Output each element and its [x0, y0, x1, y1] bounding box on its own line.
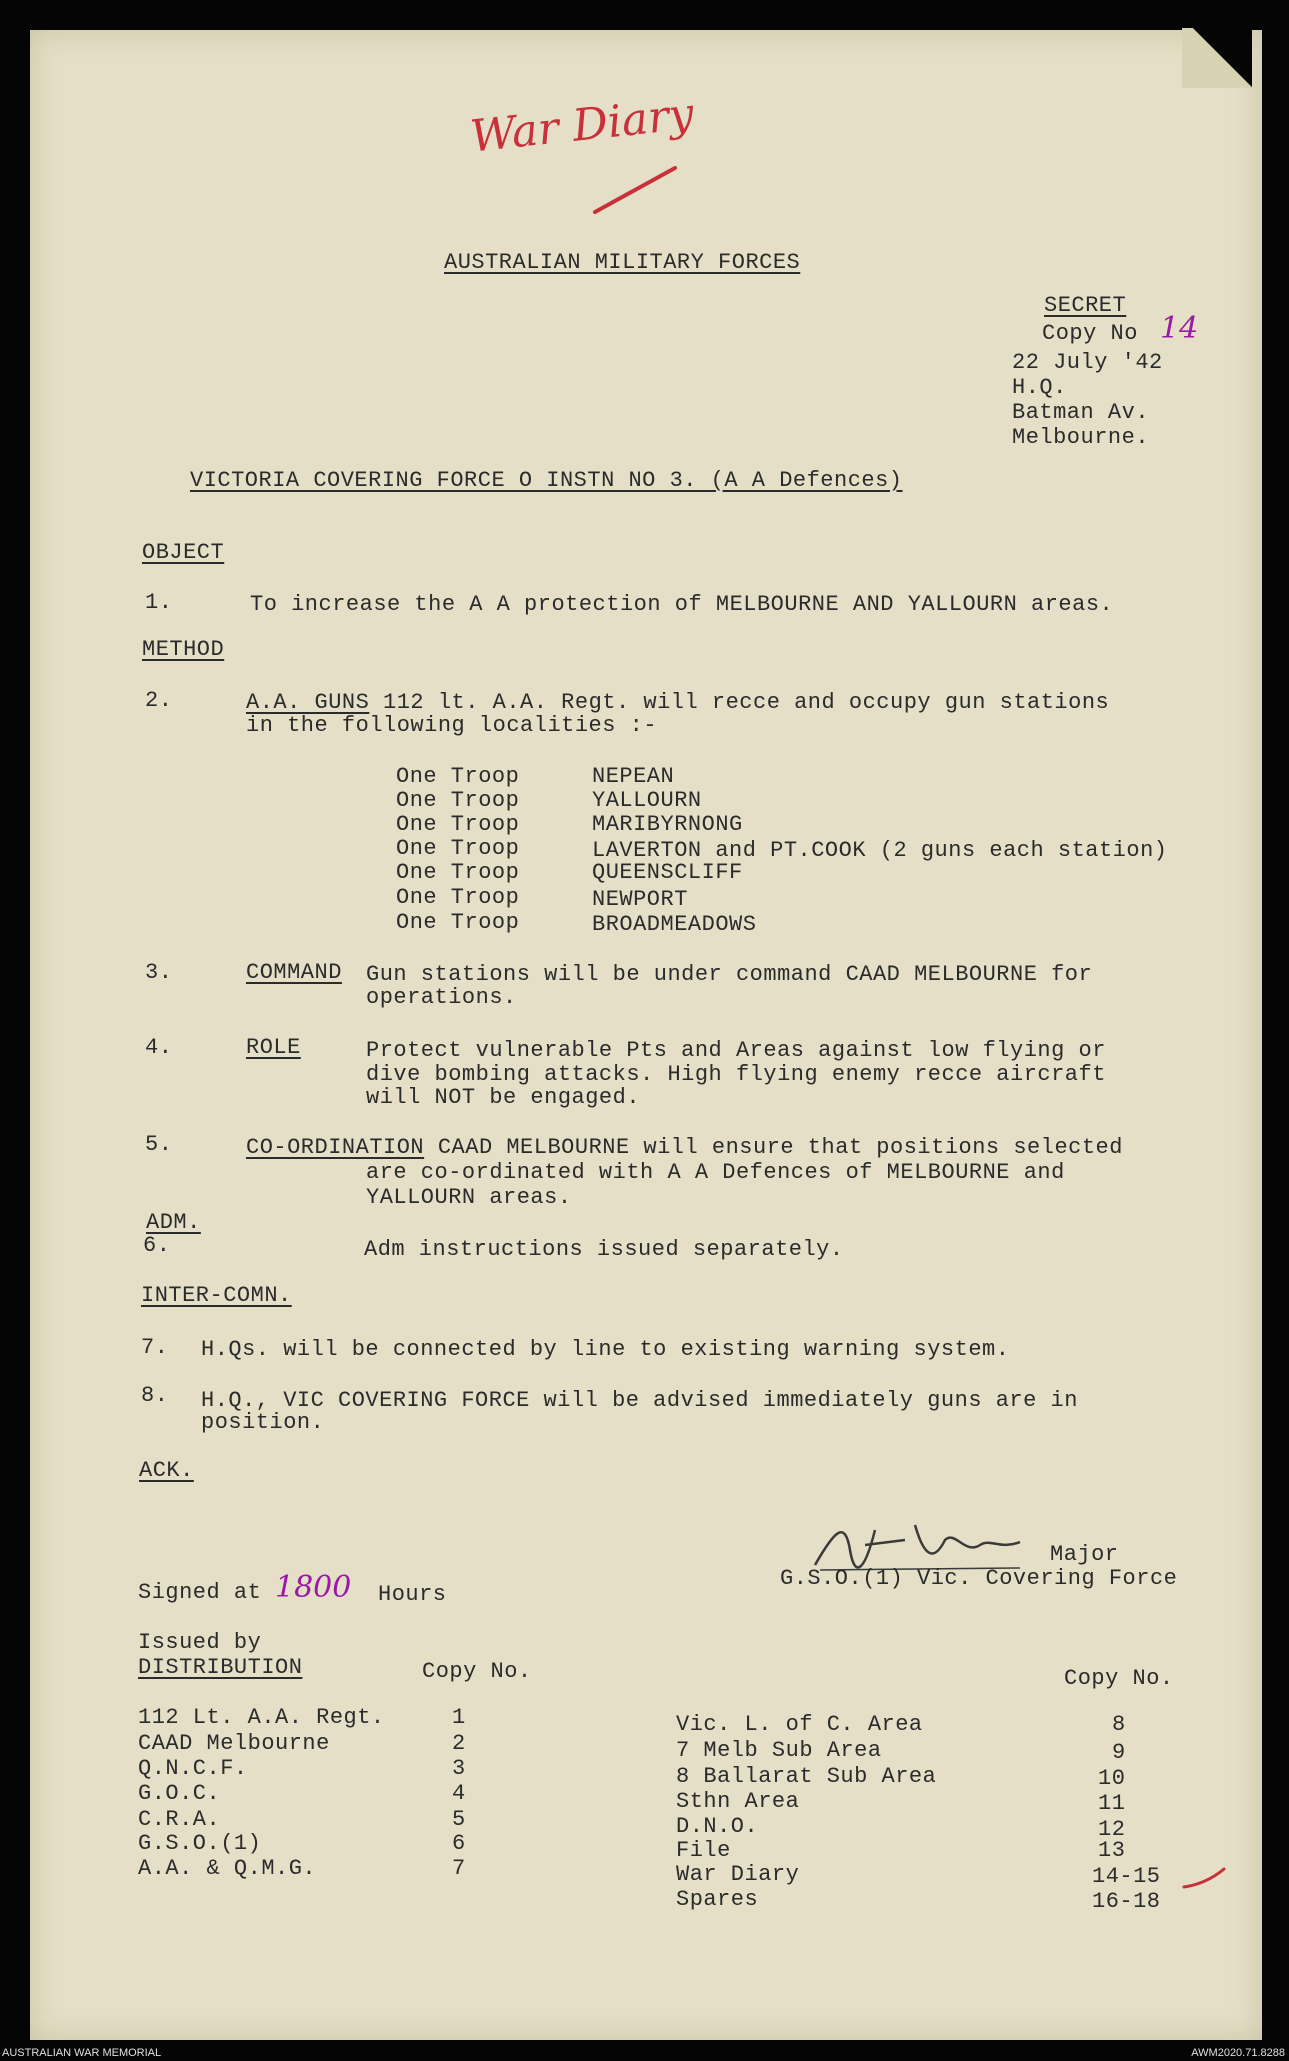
red-pen-stroke: [590, 160, 680, 220]
distribution-recipient: Q.N.C.F.: [138, 1756, 248, 1781]
adm-heading: ADM.: [146, 1210, 201, 1235]
paragraph-3-line-2: operations.: [366, 985, 517, 1010]
distribution-recipient: 7 Melb Sub Area: [676, 1738, 882, 1763]
distribution-copy-number: 12: [1098, 1817, 1126, 1842]
red-tick-mark: [1180, 1865, 1230, 1895]
troop-unit: One Troop: [396, 860, 520, 885]
distribution-copy-number: 1: [452, 1705, 466, 1730]
object-heading: OBJECT: [142, 540, 225, 565]
paragraph-number: 3.: [145, 960, 173, 985]
org-title: AUSTRALIAN MILITARY FORCES: [444, 250, 801, 275]
distribution-recipient: D.N.O.: [676, 1814, 759, 1839]
signatory-rank: Major: [1050, 1542, 1119, 1567]
troop-location: MARIBYRNONG: [592, 812, 743, 837]
address-line-3: Melbourne.: [1012, 425, 1150, 450]
distribution-copy-number: 7: [452, 1856, 466, 1881]
distribution-recipient: File: [676, 1838, 731, 1863]
address-line-1: H.Q.: [1012, 375, 1067, 400]
signed-at-label: Signed at: [138, 1580, 262, 1605]
paragraph-8-line-1: H.Q., VIC COVERING FORCE will be advised immediately guns are in: [201, 1388, 1078, 1413]
footer-accession-number: AWM2020.71.8288: [1191, 2047, 1285, 2059]
classification-label: SECRET: [1044, 293, 1127, 318]
address-line-2: Batman Av.: [1012, 400, 1150, 425]
distribution-copy-number: 2: [452, 1731, 466, 1756]
copy-number-annotation: 14: [1160, 311, 1199, 346]
distribution-recipient: Spares: [676, 1887, 759, 1912]
copy-label: Copy No: [1042, 321, 1138, 346]
footer-archive-name: AUSTRALIAN WAR MEMORIAL: [2, 2047, 162, 2059]
command-heading: COMMAND: [246, 960, 342, 985]
paragraph-5-line-3: YALLOURN areas.: [366, 1185, 572, 1210]
distribution-recipient: CAAD Melbourne: [138, 1731, 330, 1756]
distribution-copy-number: 4: [452, 1781, 466, 1806]
distribution-recipient: War Diary: [676, 1862, 800, 1887]
distribution-recipient: G.S.O.(1): [138, 1831, 262, 1856]
paragraph-1-text: To increase the A A protection of MELBOURNE AND YALLOURN areas.: [250, 592, 1114, 617]
signatory-appointment: G.S.O.(1) Vic. Covering Force: [780, 1566, 1178, 1591]
ack-heading: ACK.: [139, 1458, 194, 1483]
paragraph-5-line-1-text: CAAD MELBOURNE will ensure that positions selected: [424, 1135, 1123, 1160]
distribution-copy-number: 10: [1098, 1766, 1126, 1791]
paragraph-3-line-1: Gun stations will be under command CAAD MELBOURNE for: [366, 962, 1093, 987]
distribution-copy-number: 11: [1098, 1791, 1126, 1816]
troop-location: BROADMEADOWS: [592, 912, 757, 937]
role-heading: ROLE: [246, 1035, 301, 1060]
paragraph-number: 8.: [141, 1383, 169, 1408]
distribution-recipient: 8 Ballarat Sub Area: [676, 1764, 937, 1789]
paragraph-2-heading: A.A. GUNS: [246, 690, 370, 715]
distribution-copy-number: 6: [452, 1831, 466, 1856]
paragraph-4-line-3: will NOT be engaged.: [366, 1085, 641, 1110]
troop-location: NEPEAN: [592, 764, 675, 789]
paragraph-4-line-2: dive bombing attacks. High flying enemy recce aircraft: [366, 1062, 1106, 1087]
distribution-recipient: Sthn Area: [676, 1789, 800, 1814]
distribution-copy-number: 13: [1098, 1838, 1126, 1863]
war-diary-annotation: War Diary: [467, 88, 697, 163]
troop-unit: One Troop: [396, 836, 520, 861]
document-title: VICTORIA COVERING FORCE O INSTN NO 3. (A A Defences): [190, 468, 903, 493]
copy-no-header-right: Copy No.: [1064, 1666, 1174, 1691]
distribution-copy-number: 16-18: [1092, 1889, 1161, 1914]
document-date: 22 July '42: [1012, 350, 1163, 375]
paragraph-6-text: Adm instructions issued separately.: [364, 1237, 844, 1262]
coordination-heading: CO-ORDINATION: [246, 1135, 425, 1160]
paragraph-number: 6.: [143, 1233, 171, 1258]
distribution-copy-number: 5: [452, 1807, 466, 1832]
issued-by-label: Issued by: [138, 1630, 262, 1655]
method-heading: METHOD: [142, 637, 225, 662]
distribution-copy-number: 9: [1112, 1740, 1126, 1765]
distribution-copy-number: 3: [452, 1756, 466, 1781]
troop-unit: One Troop: [396, 788, 520, 813]
troop-location: QUEENSCLIFF: [592, 860, 743, 885]
distribution-heading: DISTRIBUTION: [138, 1655, 303, 1680]
troop-location: LAVERTON and PT.COOK (2 guns each station): [592, 838, 1168, 863]
distribution-recipient: 112 Lt. A.A. Regt.: [138, 1705, 385, 1730]
troop-location: YALLOURN: [592, 788, 702, 813]
troop-unit: One Troop: [396, 812, 520, 837]
hours-label: Hours: [378, 1582, 447, 1607]
paragraph-4-line-1: Protect vulnerable Pts and Areas against low flying or: [366, 1038, 1106, 1063]
paragraph-5-line-1: [246, 1135, 1123, 1161]
distribution-recipient: G.O.C.: [138, 1781, 221, 1806]
paragraph-number: 7.: [141, 1335, 169, 1360]
paragraph-number: 4.: [145, 1035, 173, 1060]
distribution-recipient: C.R.A.: [138, 1807, 221, 1832]
paragraph-8-line-2: position.: [201, 1410, 325, 1435]
folded-corner: [1182, 28, 1252, 88]
distribution-recipient: Vic. L. of C. Area: [676, 1712, 923, 1737]
distribution-recipient: A.A. & Q.M.G.: [138, 1856, 317, 1881]
troop-unit: One Troop: [396, 764, 520, 789]
copy-no-header: Copy No.: [422, 1659, 532, 1684]
distribution-copy-number: 14-15: [1092, 1864, 1161, 1889]
paragraph-2-line-1-text: 112 lt. A.A. Regt. will recce and occupy gun stations: [369, 690, 1110, 715]
distribution-copy-number: 8: [1112, 1712, 1126, 1737]
troop-location: NEWPORT: [592, 887, 688, 912]
troop-unit: One Troop: [396, 885, 520, 910]
paragraph-number: 2.: [145, 688, 173, 713]
paragraph-number: 1.: [145, 590, 173, 615]
intercomn-heading: INTER-COMN.: [141, 1283, 292, 1308]
paragraph-number: 5.: [145, 1132, 173, 1157]
paragraph-5-line-2: are co-ordinated with A A Defences of MELBOURNE and: [366, 1160, 1065, 1185]
troop-unit: One Troop: [396, 910, 520, 935]
paragraph-7-text: H.Qs. will be connected by line to existing warning system.: [201, 1337, 1010, 1362]
signed-time-annotation: 1800: [275, 1570, 352, 1605]
paragraph-2-line-2: in the following localities :-: [246, 713, 658, 738]
